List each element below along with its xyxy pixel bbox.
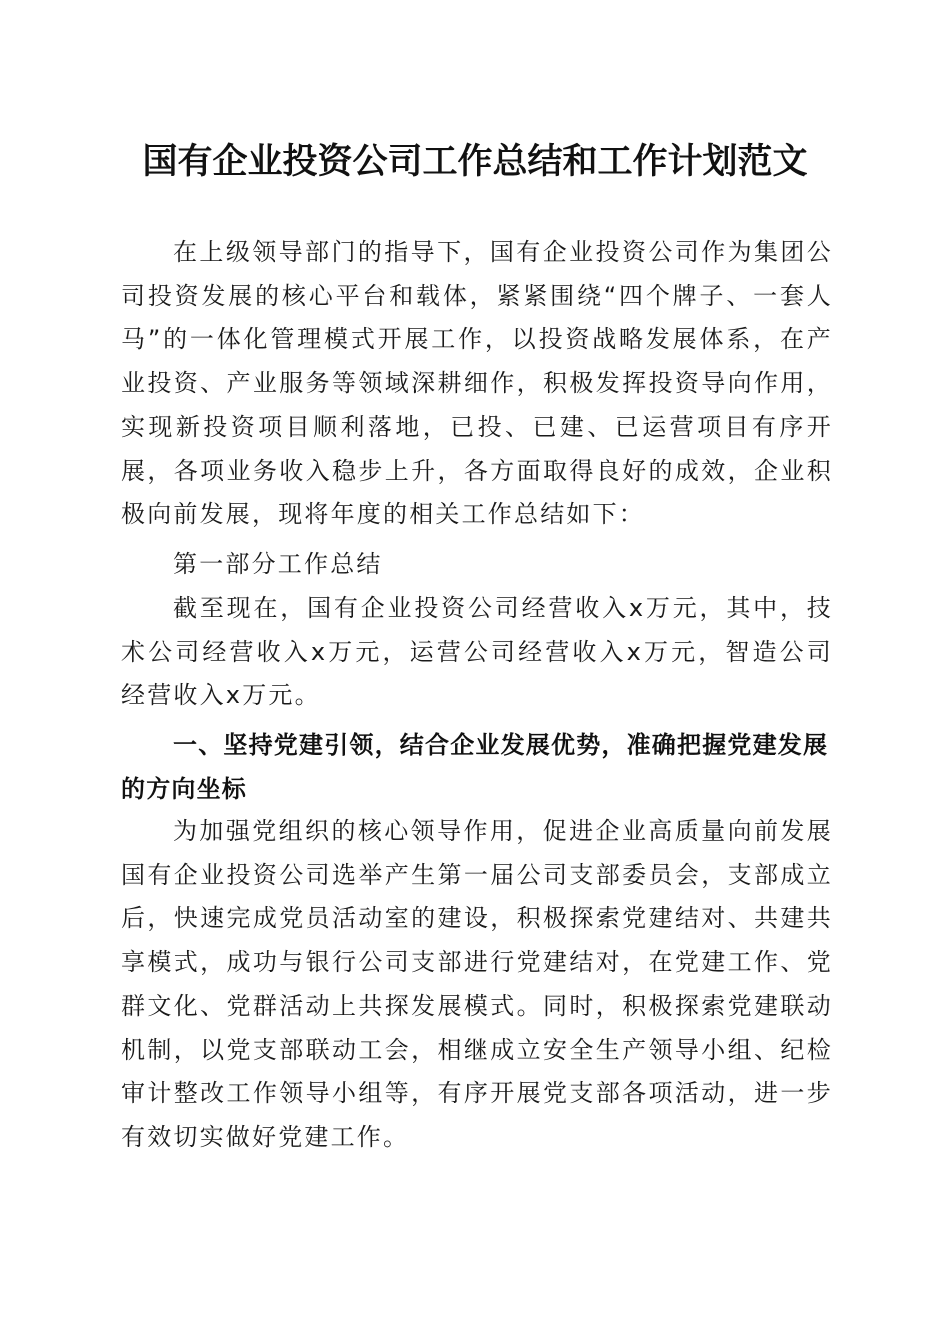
intro-paragraph: 在上级领导部门的指导下，国有企业投资公司作为集团公司投资发展的核心平台和载体，紧紧围绕“四个牌子、一套人马”的一体化管理模式开展工作，以投资战略发展体系，在产业投资、产业服务等领域深耕细作，积极发挥投资导向作用，实现新投资项目顺利落地，已投、已建、已运营项目有序开展，各项业务收入稳步上升，各方面取得良好的成效，企业积极向前发展，现将年度的相关工作总结如下： [121, 238, 833, 529]
section-one-paragraph: 为加强党组织的核心领导作用，促进企业高质量向前发展国有企业投资公司选举产生第一届公司支部委员会，支部成立后，快速完成党员活动室的建设，积极探索党建结对、共建共享模式，成功与银行公司支部进行党建结对，在党建工作、党群文化、党群活动上共探发展模式。同时，积极探索党建联动机制，以党支部联动工会，相继成立安全生产领导小组、纪检审计整改工作领导小组等，有序开展党支部各项活动，进一步有效切实做好党建工作。 [121, 817, 833, 1151]
part-one-heading: 第一部分工作总结 [173, 550, 383, 578]
document-title: 国有企业投资公司工作总结和工作计划范文 [142, 141, 808, 182]
revenue-paragraph: 截至现在，国有企业投资公司经营收入x万元，其中，技术公司经营收入x万元，运营公司经营收入x万元，智造公司经营收入x万元。 [121, 594, 833, 710]
section-one-heading: 一、坚持党建引领，结合企业发展优势，准确把握党建发展的方向坐标 [121, 731, 829, 803]
